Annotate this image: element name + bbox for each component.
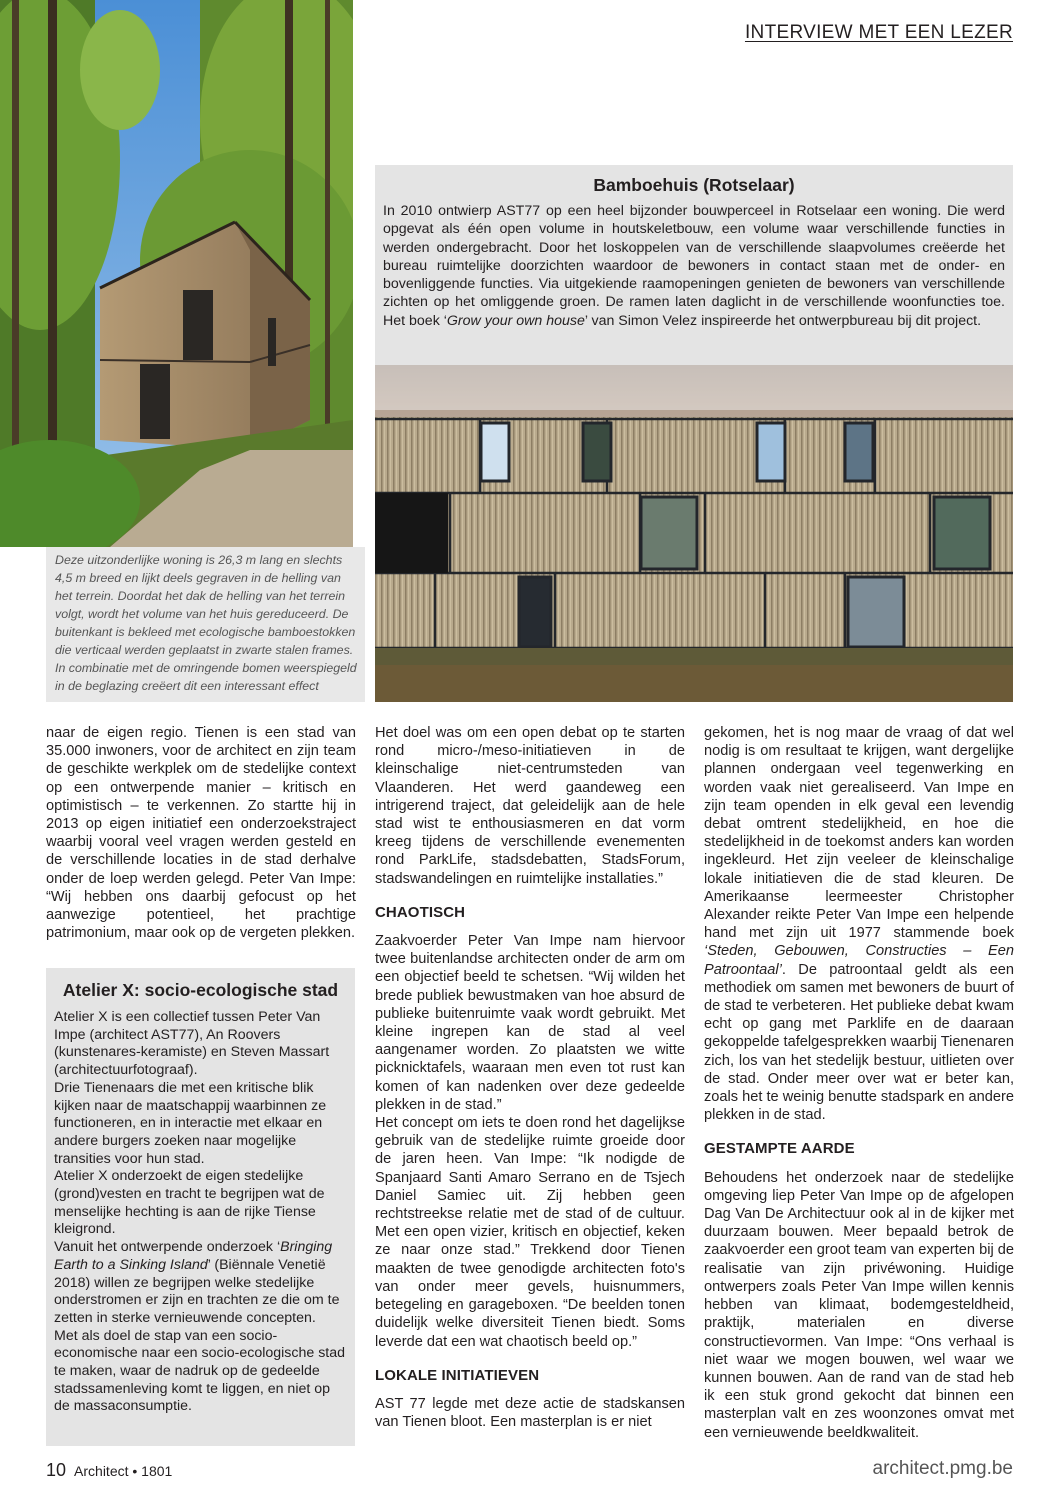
bamboehuis-title: Bamboehuis (Rotselaar) (593, 175, 795, 195)
heading-chaotisch: CHAOTISCH (375, 903, 466, 921)
caption-text: Deze uitzonderlijke woning is 26,3 m lang en slechts 4,5 m breed en lijkt deels gegraven in de helling van het terrein. Doordat het dak de helling van het terrein volgt, wordt het volume van het huis gereduceerd. De buitenkant is bekleed met ecologische bamboestokken die verticaal werden geplaatst in zwarte stalen frames. In combinatie met de omringende bomen weerspiegeld in de beglazing creëert dit een interessant effect (55, 553, 357, 693)
footer-left (46, 1460, 172, 1481)
column-2-paragraph: Zaakvoerder Peter Van Impe nam hiervoor twee buitenlandse architecten onder de arm om een objectief beeld te schetsen. “Wij wilden het brede publiek bewustmaken van hoe absurd de publieke buitenruimte vaak wordt gebruikt. Met kleine ingrepen kan de stad al veel aangenamer worden. Zo plaatsten we witte picknicktafels, waaraan men even tot rust kan komen of kan nadenken over deze gedeelde plekken in de stad.” (375, 933, 685, 1113)
atelier-x-paragraph: Met als doel de stap van een socio-economische naar een socio-ecologische stad te maken, waar de nadruk op de gedeelde stadssamenleving komt te liggen, en niet op de massaconsumptie. (54, 1327, 346, 1415)
atelier-x-paragraph: Atelier X onderzoekt de eigen stedelijke (grond)vesten en tracht te begrijpen wat de menselijke hechting is aan de rijke Tiense kleigrond. (54, 1168, 325, 1238)
atelier-x-title: Atelier X: socio-ecologische stad (62, 980, 339, 1000)
hero-photo-bamboo-house (0, 0, 353, 547)
atelier-x-paragraph: Atelier X is een collectief tussen Peter Van Impe (architect AST77), An Roovers (kunstenares-keramiste) en Steven Massart (architectuurfotograaf). (54, 1009, 330, 1079)
bamboehuis-text: In 2010 ontwierp AST77 op een heel bijzonder bouwperceel in Rotselaar een woning. Die werd opgevat als één open volume in houtskeletbouw, een volume waar verschillende functies in werden ondergebracht. Door het loskoppelen van de verschillende slaapvolumes creëerde het bureau ruimtelijke doorzichten waardoor de bewoners in contact staan met de onder- en bovenliggende functies. Via uitgekiende raamopeningen genieten de bewoners van verschillende zichten op het omliggende groen. De ramen laten daglicht in de verschillende woonfuncties toe. Het boek ‘Grow your own house’ van Simon Velez inspireerde het ontwerpbureau bij dit project. (383, 203, 1005, 329)
section-label: INTERVIEW MET EEN LEZER (744, 22, 1013, 43)
column-1-paragraph: naar de eigen regio. Tienen is een stad van 35.000 inwoners, voor de architect en zijn team de geschikte werkplek om de stedelijke context op een ontwerpende manier – kritisch en optimistisch – te verkennen. Zo startte hij in 2013 op eigen initiatief een onderzoekstraject waarbij vooral veel vragen werden gesteld en de verschillende locaties in de stad derhalve onder de loep werden gelegd. Peter Van Impe: “Wij hebben ons daarbij gefocust op het aanwezige potentieel, het prachtige patrimonium, maar ook op de vergeten plekken. (46, 725, 356, 942)
column-3-paragraph: gekomen, het is nog maar de vraag of dat wel nodig is om resultaat te krijgen, want dergelijke plannen ondergaan veel tegenwerking en worden vaak niet gerealiseerd. Van Impe en zijn team openden in elk geval een levendig debat omtrent stedelijkheid, en hoe die stedelijkheid in de toekomst anders kan worden ingekleurd. Het zijn veeleer de kleinschalige lokale initiatieven die de stad kleuren. De Amerikaanse leermeester Christopher Alexander reikte Peter Van Impe een helpende hand met zijn uit 1977 stammende boek ‘Steden, Gebouwen, Constructies – Een Patroontaal’. De patroontaal geldt als een methodiek om samen met bewoners de buurt of de stad te verbeteren. Het publieke debat kwam echt op gang met Parklife en de daaraan gekoppelde tafelgesprekken waarbij Tienenaren zich, los van het stedelijk bestuur, uitlieten over de stad. Onder meer over wat er beter kan, zoals het te weinig benutte stadspark en andere plekken in de stad. (704, 725, 1014, 1124)
atelier-x-box (46, 968, 355, 1446)
column-2-paragraph: AST 77 legde met deze actie de stadskansen van Tienen bloot. Een masterplan is er niet (375, 1395, 685, 1431)
website-link[interactable]: architect.pmg.be (872, 1458, 1013, 1479)
atelier-x-paragraph: Drie Tienenaars die met een kritische blik kijken naar de maatschappij waarbinnen ze functioneren, en in interactie met elkaar en andere burgers zoeken naar mogelijke transities voor hun stad. (54, 1079, 327, 1167)
photo-caption (46, 547, 365, 702)
column-3 (704, 724, 1014, 1442)
column-2 (375, 724, 685, 1431)
heading-gestampte-aarde: GESTAMPTE AARDE (704, 1140, 855, 1158)
atelier-x-paragraph: Vanuit het ontwerpende onderzoek ‘Bringing Earth to a Sinking Island’ (Biënnale Venetië 2018) willen ze begrijpen welke stedelijke onderstromen er zijn en trachten ze die om te zetten in sterke vernieuwende concepten. (54, 1239, 340, 1326)
page-number: 10 (46, 1460, 67, 1480)
column-2-paragraph: Het concept om iets te doen rond het dagelijkse gebruik van de stedelijke ruimte groeide door de jaren heen. Van Impe: “Ik nodigde de Spanjaard Santi Amaro Serrano en de Tsjech Daniel Samiec uit. Zij hebben geen rechtstreekse relatie met de stad of de cultuur. Met een open vizier, kritisch en objectief, keken ze naar onze stad.” Trekkend door Tienen maakten de twee genodigde architecten foto's van onder meer gevels, huisnummers, betegeling en garageboxen. “De beelden tonen duidelijk welke diversiteit Tienen biedt. Soms leverde dat een wat chaotisch beeld op.” (375, 1115, 685, 1350)
magazine-issue: Architect • 1801 (74, 1463, 173, 1479)
heading-lokale-initiatieven: LOKALE INITIATIEVEN (375, 1366, 540, 1384)
column-2-paragraph: Het doel was om een open debat op te starten rond micro-/meso-initiatieven in de kleinschalige niet-centrumsteden van Vlaanderen. Het werd gaandeweg een intrigerend traject, dat geleidelijk aan de hele stad wist te enthousiasmeren en dat vorm kreeg tijdens de verschillende evenementen rond ParkLife, stadsdebatten, StadsForum, stadswandelingen en ruimtelijke installaties.” (375, 725, 685, 887)
bamboehuis-box (375, 165, 1013, 365)
column-1 (46, 724, 356, 942)
facade-photo (375, 365, 1013, 702)
column-3-paragraph: Behoudens het onderzoek naar de stedelijke omgeving liep Peter Van Impe op de afgelopen Dag Van De Architectuur ook al in de kijker met duurzaam bouwen. Meer bepaald betrok de zaakvoerder een groot team van experten bij de realisatie van zijn privéwoning. Huidige ontwerpers zoals Peter Van Impe willen kennis hebben van klimaat, bodemgesteldheid, praktijk, materialen en diverse constructievormen. Van Impe: “Ons verhaal is niet waar we mogen bouwen, wel waar we kunnen bouwen. Aan de rand van de stad heb ik een stuk grond gekocht dat binnen een masterplan valt en zes woonzones omvat met een vernieuwende beeldkwaliteit. (704, 1169, 1014, 1441)
